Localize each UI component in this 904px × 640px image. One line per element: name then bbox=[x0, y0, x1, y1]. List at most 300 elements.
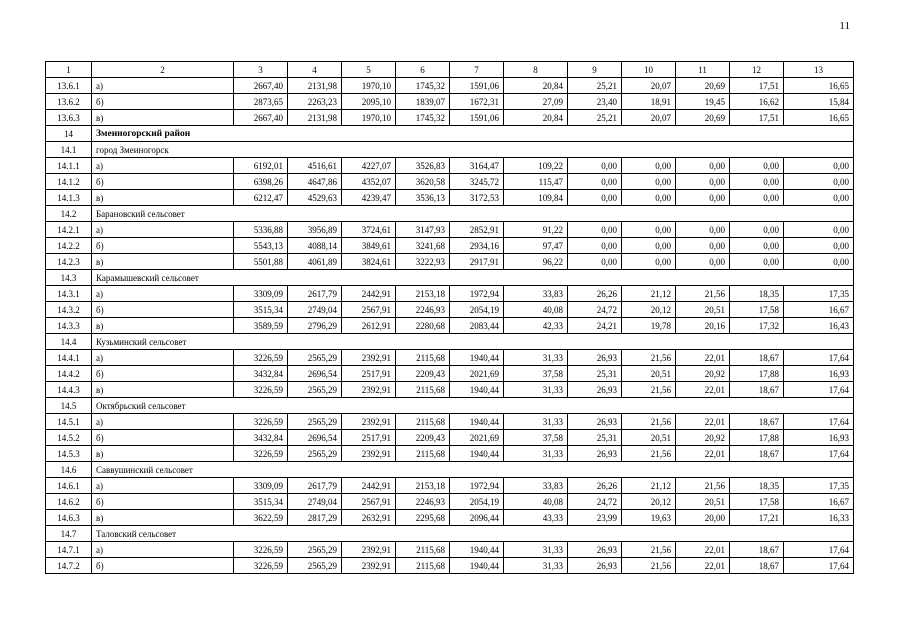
value-cell: 2934,16 bbox=[450, 238, 504, 254]
table-row bbox=[46, 366, 854, 382]
value-cell: 20,51 bbox=[622, 366, 676, 382]
value-cell: 0,00 bbox=[676, 190, 730, 206]
row-label: в) bbox=[92, 446, 234, 462]
row-code: 14.6.2 bbox=[46, 494, 92, 510]
value-cell: 2565,29 bbox=[288, 350, 342, 366]
row-code: 14.3.3 bbox=[46, 318, 92, 334]
value-cell: 3309,09 bbox=[234, 478, 288, 494]
value-cell: 2796,29 bbox=[288, 318, 342, 334]
value-cell: 22,01 bbox=[676, 414, 730, 430]
row-code: 14.6 bbox=[46, 462, 92, 478]
row-label: б) bbox=[92, 174, 234, 190]
row-label: а) bbox=[92, 222, 234, 238]
value-cell: 1940,44 bbox=[450, 542, 504, 558]
row-code: 13.6.3 bbox=[46, 110, 92, 126]
column-number-cell: 10 bbox=[622, 62, 676, 78]
value-cell: 18,67 bbox=[730, 558, 784, 574]
value-cell: 2209,43 bbox=[396, 430, 450, 446]
value-cell: 0,00 bbox=[622, 190, 676, 206]
value-cell: 5336,88 bbox=[234, 222, 288, 238]
value-cell: 20,12 bbox=[622, 302, 676, 318]
value-cell: 6192,01 bbox=[234, 158, 288, 174]
value-cell: 16,33 bbox=[784, 510, 854, 526]
column-number-cell: 11 bbox=[676, 62, 730, 78]
value-cell: 24,72 bbox=[568, 302, 622, 318]
table-row bbox=[46, 542, 854, 558]
row-code: 14.5 bbox=[46, 398, 92, 414]
settlement-heading-row bbox=[46, 270, 854, 286]
value-cell: 18,67 bbox=[730, 414, 784, 430]
value-cell: 3309,09 bbox=[234, 286, 288, 302]
value-cell: 2565,29 bbox=[288, 382, 342, 398]
value-cell: 0,00 bbox=[568, 254, 622, 270]
value-cell: 0,00 bbox=[784, 254, 854, 270]
row-code: 14.2.2 bbox=[46, 238, 92, 254]
row-code: 13.6.2 bbox=[46, 94, 92, 110]
row-code: 14.1.2 bbox=[46, 174, 92, 190]
column-number-cell: 13 bbox=[784, 62, 854, 78]
value-cell: 26,93 bbox=[568, 542, 622, 558]
row-label: а) bbox=[92, 478, 234, 494]
value-cell: 0,00 bbox=[730, 238, 784, 254]
row-code: 14.1.3 bbox=[46, 190, 92, 206]
row-code: 14.3 bbox=[46, 270, 92, 286]
value-cell: 4239,47 bbox=[342, 190, 396, 206]
row-label: а) bbox=[92, 78, 234, 94]
value-cell: 3824,61 bbox=[342, 254, 396, 270]
value-cell: 97,47 bbox=[504, 238, 568, 254]
settlement-heading-row bbox=[46, 398, 854, 414]
table-row bbox=[46, 302, 854, 318]
value-cell: 2115,68 bbox=[396, 558, 450, 574]
value-cell: 3432,84 bbox=[234, 430, 288, 446]
value-cell: 31,33 bbox=[504, 350, 568, 366]
value-cell: 96,22 bbox=[504, 254, 568, 270]
value-cell: 16,93 bbox=[784, 430, 854, 446]
value-cell: 3222,93 bbox=[396, 254, 450, 270]
row-code: 14.6.1 bbox=[46, 478, 92, 494]
value-cell: 0,00 bbox=[784, 158, 854, 174]
value-cell: 16,67 bbox=[784, 494, 854, 510]
value-cell: 18,67 bbox=[730, 382, 784, 398]
value-cell: 20,84 bbox=[504, 78, 568, 94]
value-cell: 20,92 bbox=[676, 430, 730, 446]
value-cell: 2567,91 bbox=[342, 302, 396, 318]
value-cell: 37,58 bbox=[504, 430, 568, 446]
value-cell: 17,51 bbox=[730, 110, 784, 126]
value-cell: 25,31 bbox=[568, 430, 622, 446]
value-cell: 2131,98 bbox=[288, 110, 342, 126]
value-cell: 6212,47 bbox=[234, 190, 288, 206]
table-row bbox=[46, 238, 854, 254]
value-cell: 0,00 bbox=[730, 222, 784, 238]
value-cell: 1940,44 bbox=[450, 558, 504, 574]
value-cell: 2565,29 bbox=[288, 542, 342, 558]
value-cell: 2246,93 bbox=[396, 302, 450, 318]
value-cell: 2153,18 bbox=[396, 286, 450, 302]
column-number-cell: 3 bbox=[234, 62, 288, 78]
table-row bbox=[46, 174, 854, 190]
value-cell: 3620,58 bbox=[396, 174, 450, 190]
value-cell: 40,08 bbox=[504, 302, 568, 318]
value-cell: 17,35 bbox=[784, 286, 854, 302]
value-cell: 26,93 bbox=[568, 558, 622, 574]
table-row bbox=[46, 190, 854, 206]
row-code: 14.5.3 bbox=[46, 446, 92, 462]
value-cell: 21,56 bbox=[622, 558, 676, 574]
table-row bbox=[46, 446, 854, 462]
value-cell: 22,01 bbox=[676, 350, 730, 366]
value-cell: 2392,91 bbox=[342, 350, 396, 366]
value-cell: 17,64 bbox=[784, 350, 854, 366]
row-code: 14.4.1 bbox=[46, 350, 92, 366]
table-row bbox=[46, 158, 854, 174]
value-cell: 19,78 bbox=[622, 318, 676, 334]
row-label: б) bbox=[92, 302, 234, 318]
value-cell: 1839,07 bbox=[396, 94, 450, 110]
row-label: б) bbox=[92, 558, 234, 574]
value-cell: 2115,68 bbox=[396, 350, 450, 366]
value-cell: 1591,06 bbox=[450, 78, 504, 94]
value-cell: 20,51 bbox=[676, 302, 730, 318]
table-row bbox=[46, 494, 854, 510]
value-cell: 1745,32 bbox=[396, 110, 450, 126]
district-heading-row bbox=[46, 126, 854, 142]
row-code: 14 bbox=[46, 126, 92, 142]
value-cell: 0,00 bbox=[730, 190, 784, 206]
value-cell: 109,84 bbox=[504, 190, 568, 206]
settlement-heading-row bbox=[46, 142, 854, 158]
column-number-row bbox=[46, 62, 854, 78]
column-number-cell: 2 bbox=[92, 62, 234, 78]
column-number-cell: 9 bbox=[568, 62, 622, 78]
value-cell: 26,26 bbox=[568, 478, 622, 494]
value-cell: 2873,65 bbox=[234, 94, 288, 110]
value-cell: 0,00 bbox=[784, 222, 854, 238]
row-label: в) bbox=[92, 110, 234, 126]
table-row bbox=[46, 382, 854, 398]
value-cell: 1940,44 bbox=[450, 414, 504, 430]
value-cell: 0,00 bbox=[784, 174, 854, 190]
value-cell: 1591,06 bbox=[450, 110, 504, 126]
row-code: 14.3.1 bbox=[46, 286, 92, 302]
value-cell: 22,01 bbox=[676, 382, 730, 398]
value-cell: 3589,59 bbox=[234, 318, 288, 334]
row-code: 14.1.1 bbox=[46, 158, 92, 174]
value-cell: 115,47 bbox=[504, 174, 568, 190]
value-cell: 0,00 bbox=[784, 190, 854, 206]
value-cell: 1940,44 bbox=[450, 382, 504, 398]
value-cell: 2095,10 bbox=[342, 94, 396, 110]
value-cell: 2567,91 bbox=[342, 494, 396, 510]
value-cell: 2280,68 bbox=[396, 318, 450, 334]
table-row bbox=[46, 286, 854, 302]
table-row bbox=[46, 350, 854, 366]
value-cell: 1940,44 bbox=[450, 350, 504, 366]
value-cell: 1745,32 bbox=[396, 78, 450, 94]
tariff-table bbox=[45, 61, 854, 574]
value-cell: 17,64 bbox=[784, 382, 854, 398]
value-cell: 21,56 bbox=[676, 286, 730, 302]
value-cell: 0,00 bbox=[568, 190, 622, 206]
value-cell: 20,84 bbox=[504, 110, 568, 126]
value-cell: 16,93 bbox=[784, 366, 854, 382]
value-cell: 0,00 bbox=[676, 238, 730, 254]
value-cell: 21,12 bbox=[622, 286, 676, 302]
value-cell: 20,69 bbox=[676, 78, 730, 94]
value-cell: 16,65 bbox=[784, 110, 854, 126]
value-cell: 0,00 bbox=[568, 222, 622, 238]
value-cell: 40,08 bbox=[504, 494, 568, 510]
value-cell: 2565,29 bbox=[288, 414, 342, 430]
table-row bbox=[46, 430, 854, 446]
value-cell: 0,00 bbox=[622, 174, 676, 190]
value-cell: 4227,07 bbox=[342, 158, 396, 174]
value-cell: 20,07 bbox=[622, 110, 676, 126]
settlement-heading-row bbox=[46, 334, 854, 350]
value-cell: 2246,93 bbox=[396, 494, 450, 510]
value-cell: 3164,47 bbox=[450, 158, 504, 174]
value-cell: 23,40 bbox=[568, 94, 622, 110]
value-cell: 2817,29 bbox=[288, 510, 342, 526]
value-cell: 3226,59 bbox=[234, 446, 288, 462]
value-cell: 19,63 bbox=[622, 510, 676, 526]
table-row bbox=[46, 110, 854, 126]
value-cell: 26,93 bbox=[568, 382, 622, 398]
value-cell: 3226,59 bbox=[234, 414, 288, 430]
settlement-name: город Змеиногорск bbox=[92, 142, 854, 158]
value-cell: 2392,91 bbox=[342, 542, 396, 558]
column-number-cell: 12 bbox=[730, 62, 784, 78]
value-cell: 3526,83 bbox=[396, 158, 450, 174]
value-cell: 1970,10 bbox=[342, 78, 396, 94]
value-cell: 0,00 bbox=[730, 158, 784, 174]
value-cell: 0,00 bbox=[622, 238, 676, 254]
settlement-name: Саввушинский сельсовет bbox=[92, 462, 854, 478]
settlement-name: Кузьминский сельсовет bbox=[92, 334, 854, 350]
value-cell: 2696,54 bbox=[288, 366, 342, 382]
value-cell: 20,16 bbox=[676, 318, 730, 334]
value-cell: 3432,84 bbox=[234, 366, 288, 382]
value-cell: 31,33 bbox=[504, 558, 568, 574]
row-label: б) bbox=[92, 366, 234, 382]
value-cell: 2517,91 bbox=[342, 366, 396, 382]
value-cell: 5543,13 bbox=[234, 238, 288, 254]
row-code: 14.7 bbox=[46, 526, 92, 542]
row-label: а) bbox=[92, 350, 234, 366]
value-cell: 21,56 bbox=[622, 542, 676, 558]
page-number: 11 bbox=[839, 20, 850, 32]
value-cell: 17,64 bbox=[784, 542, 854, 558]
value-cell: 2021,69 bbox=[450, 430, 504, 446]
value-cell: 1940,44 bbox=[450, 446, 504, 462]
row-code: 14.4.2 bbox=[46, 366, 92, 382]
value-cell: 33,83 bbox=[504, 286, 568, 302]
value-cell: 17,88 bbox=[730, 366, 784, 382]
table-row bbox=[46, 94, 854, 110]
value-cell: 2565,29 bbox=[288, 446, 342, 462]
value-cell: 20,00 bbox=[676, 510, 730, 526]
value-cell: 4516,61 bbox=[288, 158, 342, 174]
value-cell: 17,64 bbox=[784, 446, 854, 462]
value-cell: 3226,59 bbox=[234, 558, 288, 574]
value-cell: 2392,91 bbox=[342, 446, 396, 462]
value-cell: 5501,88 bbox=[234, 254, 288, 270]
value-cell: 6398,26 bbox=[234, 174, 288, 190]
value-cell: 17,35 bbox=[784, 478, 854, 494]
value-cell: 2115,68 bbox=[396, 414, 450, 430]
value-cell: 3515,34 bbox=[234, 494, 288, 510]
row-code: 14.5.1 bbox=[46, 414, 92, 430]
value-cell: 23,99 bbox=[568, 510, 622, 526]
row-code: 14.6.3 bbox=[46, 510, 92, 526]
value-cell: 0,00 bbox=[568, 174, 622, 190]
settlement-heading-row bbox=[46, 526, 854, 542]
row-label: в) bbox=[92, 382, 234, 398]
value-cell: 2131,98 bbox=[288, 78, 342, 94]
value-cell: 2667,40 bbox=[234, 78, 288, 94]
column-number-cell: 7 bbox=[450, 62, 504, 78]
value-cell: 17,64 bbox=[784, 558, 854, 574]
value-cell: 3849,61 bbox=[342, 238, 396, 254]
value-cell: 4529,63 bbox=[288, 190, 342, 206]
value-cell: 3515,34 bbox=[234, 302, 288, 318]
value-cell: 2021,69 bbox=[450, 366, 504, 382]
value-cell: 2632,91 bbox=[342, 510, 396, 526]
value-cell: 20,51 bbox=[676, 494, 730, 510]
value-cell: 18,67 bbox=[730, 350, 784, 366]
row-label: а) bbox=[92, 542, 234, 558]
value-cell: 31,33 bbox=[504, 414, 568, 430]
value-cell: 2115,68 bbox=[396, 542, 450, 558]
value-cell: 3226,59 bbox=[234, 542, 288, 558]
value-cell: 3956,89 bbox=[288, 222, 342, 238]
value-cell: 42,33 bbox=[504, 318, 568, 334]
value-cell: 24,72 bbox=[568, 494, 622, 510]
value-cell: 2917,91 bbox=[450, 254, 504, 270]
row-code: 14.4 bbox=[46, 334, 92, 350]
value-cell: 91,22 bbox=[504, 222, 568, 238]
value-cell: 0,00 bbox=[784, 238, 854, 254]
value-cell: 37,58 bbox=[504, 366, 568, 382]
value-cell: 4647,86 bbox=[288, 174, 342, 190]
value-cell: 15,84 bbox=[784, 94, 854, 110]
value-cell: 2083,44 bbox=[450, 318, 504, 334]
row-label: в) bbox=[92, 190, 234, 206]
district-name: Змеиногорский район bbox=[92, 126, 854, 142]
value-cell: 2096,44 bbox=[450, 510, 504, 526]
value-cell: 2392,91 bbox=[342, 414, 396, 430]
value-cell: 16,43 bbox=[784, 318, 854, 334]
value-cell: 17,51 bbox=[730, 78, 784, 94]
value-cell: 17,21 bbox=[730, 510, 784, 526]
value-cell: 2617,79 bbox=[288, 286, 342, 302]
value-cell: 2115,68 bbox=[396, 382, 450, 398]
value-cell: 26,93 bbox=[568, 414, 622, 430]
row-label: в) bbox=[92, 510, 234, 526]
value-cell: 2209,43 bbox=[396, 366, 450, 382]
row-code: 14.7.2 bbox=[46, 558, 92, 574]
value-cell: 3226,59 bbox=[234, 350, 288, 366]
table-row bbox=[46, 222, 854, 238]
column-number-cell: 5 bbox=[342, 62, 396, 78]
value-cell: 17,58 bbox=[730, 302, 784, 318]
value-cell: 21,12 bbox=[622, 478, 676, 494]
value-cell: 16,62 bbox=[730, 94, 784, 110]
value-cell: 2852,91 bbox=[450, 222, 504, 238]
value-cell: 3245,72 bbox=[450, 174, 504, 190]
value-cell: 27,09 bbox=[504, 94, 568, 110]
row-code: 14.3.2 bbox=[46, 302, 92, 318]
row-code: 14.1 bbox=[46, 142, 92, 158]
settlement-name: Барановский сельсовет bbox=[92, 206, 854, 222]
value-cell: 2565,29 bbox=[288, 558, 342, 574]
value-cell: 26,26 bbox=[568, 286, 622, 302]
column-number-cell: 6 bbox=[396, 62, 450, 78]
value-cell: 2392,91 bbox=[342, 382, 396, 398]
value-cell: 19,45 bbox=[676, 94, 730, 110]
table-row bbox=[46, 318, 854, 334]
table-row bbox=[46, 478, 854, 494]
settlement-name: Таловский сельсовет bbox=[92, 526, 854, 542]
row-label: б) bbox=[92, 430, 234, 446]
value-cell: 109,22 bbox=[504, 158, 568, 174]
value-cell: 21,56 bbox=[622, 350, 676, 366]
value-cell: 2612,91 bbox=[342, 318, 396, 334]
value-cell: 31,33 bbox=[504, 446, 568, 462]
value-cell: 0,00 bbox=[622, 158, 676, 174]
value-cell: 26,93 bbox=[568, 350, 622, 366]
value-cell: 1672,31 bbox=[450, 94, 504, 110]
value-cell: 20,69 bbox=[676, 110, 730, 126]
row-label: а) bbox=[92, 414, 234, 430]
value-cell: 2696,54 bbox=[288, 430, 342, 446]
value-cell: 22,01 bbox=[676, 446, 730, 462]
value-cell: 0,00 bbox=[622, 254, 676, 270]
column-number-cell: 1 bbox=[46, 62, 92, 78]
value-cell: 31,33 bbox=[504, 542, 568, 558]
value-cell: 0,00 bbox=[676, 222, 730, 238]
table-row bbox=[46, 558, 854, 574]
table-row bbox=[46, 78, 854, 94]
value-cell: 21,56 bbox=[622, 382, 676, 398]
value-cell: 31,33 bbox=[504, 382, 568, 398]
value-cell: 0,00 bbox=[676, 158, 730, 174]
value-cell: 0,00 bbox=[568, 158, 622, 174]
value-cell: 18,67 bbox=[730, 446, 784, 462]
row-label: б) bbox=[92, 94, 234, 110]
settlement-name: Октябрьский сельсовет bbox=[92, 398, 854, 414]
value-cell: 2442,91 bbox=[342, 478, 396, 494]
value-cell: 2295,68 bbox=[396, 510, 450, 526]
row-label: б) bbox=[92, 494, 234, 510]
value-cell: 24,21 bbox=[568, 318, 622, 334]
settlement-name: Карамышевский сельсовет bbox=[92, 270, 854, 286]
value-cell: 18,35 bbox=[730, 478, 784, 494]
value-cell: 4088,14 bbox=[288, 238, 342, 254]
value-cell: 16,65 bbox=[784, 78, 854, 94]
row-code: 14.2.1 bbox=[46, 222, 92, 238]
row-code: 13.6.1 bbox=[46, 78, 92, 94]
value-cell: 2054,19 bbox=[450, 494, 504, 510]
value-cell: 2442,91 bbox=[342, 286, 396, 302]
value-cell: 3147,93 bbox=[396, 222, 450, 238]
value-cell: 18,35 bbox=[730, 286, 784, 302]
value-cell: 3241,68 bbox=[396, 238, 450, 254]
row-label: а) bbox=[92, 286, 234, 302]
row-label: в) bbox=[92, 318, 234, 334]
value-cell: 2392,91 bbox=[342, 558, 396, 574]
